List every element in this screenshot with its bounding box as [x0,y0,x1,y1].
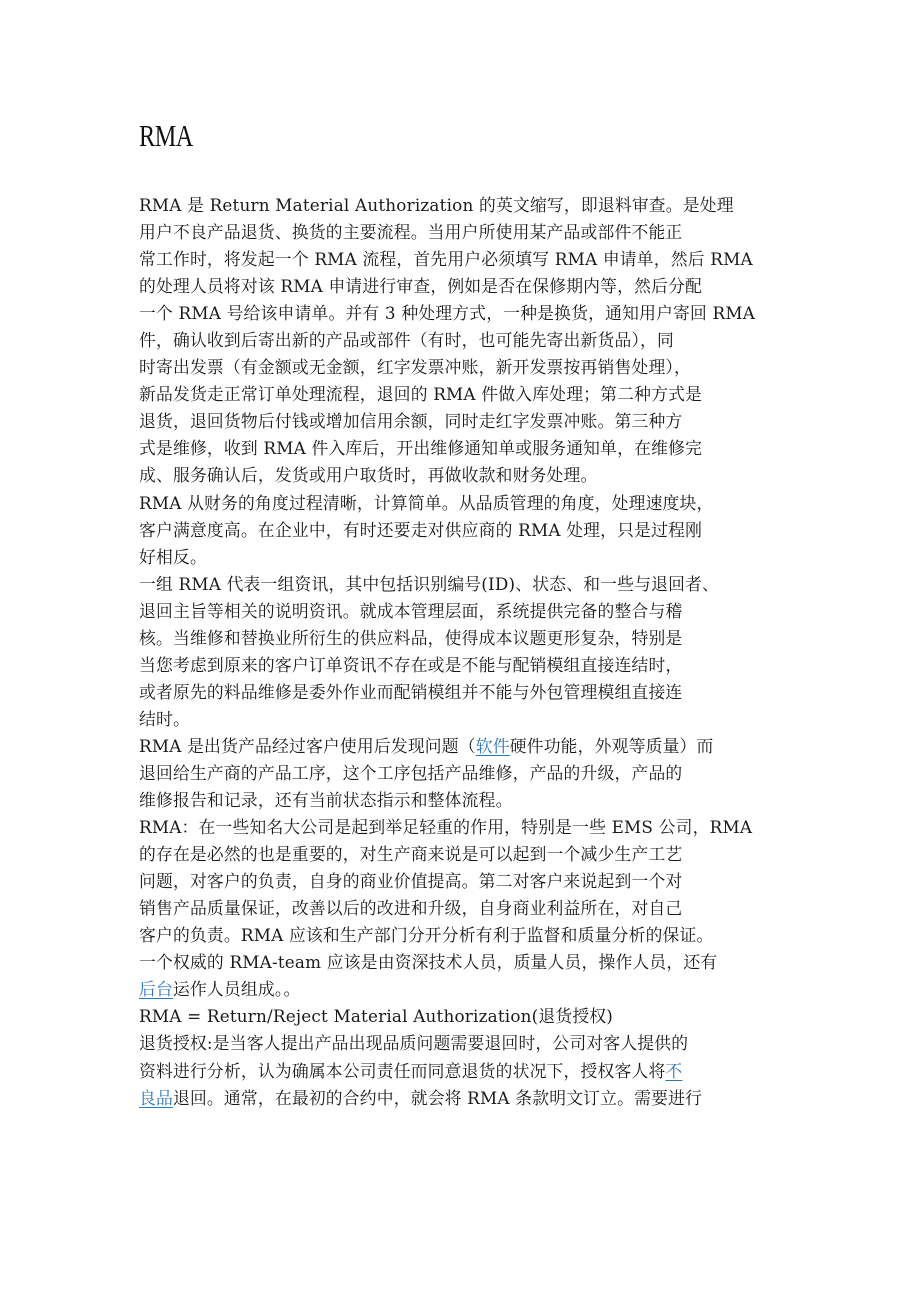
text-line [139,219,799,246]
text-segment: 好相反。 [139,546,207,567]
text-segment: 退货，退回货物后付钱或增加信用余额，同时走红字发票冲账。第三种方 [139,411,683,432]
text-segment: 资料进行分析，认为确属本公司责任而同意退货的状况下，授权客人将 [139,1060,666,1081]
text-line [139,246,799,273]
document-body [139,192,799,1112]
text-line [139,814,799,841]
text-line [139,760,799,787]
text-segment: 常工作时，将发起一个 RMA 流程，首先用户必须填写 RMA 申请单，然后 RMA [139,249,753,270]
text-segment: RMA 是出货产品经过客户使用后发现问题（ [139,735,476,756]
text-segment: RMA 是 Return Material Authorization 的英文缩写，即退料审查。是处理 [139,195,734,215]
text-segment: 一组 RMA 代表一组资讯，其中包括识别编号(ID)、状态、和一些与退回者、 [139,573,720,594]
text-line [139,300,799,327]
text-segment: 运作人员组成。。 [172,979,301,1000]
hyperlink[interactable]: 后台 [139,979,173,1000]
text-line [139,1085,799,1112]
document-title: RMA [139,118,193,153]
text-line [139,922,799,949]
text-line [139,598,799,625]
text-line [139,273,799,300]
text-line [139,381,799,408]
text-line [139,1003,799,1030]
text-line [139,652,799,679]
text-line [139,192,799,219]
text-segment: 当您考虑到原来的客户订单资讯不存在或是不能与配销模组直接连结时， [139,654,683,675]
text-segment: 成、服务确认后，发货或用户取货时，再做收款和财务处理。 [139,465,598,486]
text-line [139,733,799,760]
hyperlink[interactable]: 不 [665,1060,683,1081]
text-line [139,706,799,733]
text-line [139,1058,799,1085]
text-segment: 核。当维修和替换业所衍生的供应料品，使得成本议题更形复杂，特别是 [139,627,683,648]
text-segment: 客户的负责。RMA 应该和生产部门分开分析有利于监督和质量分析的保证。 [139,925,714,946]
text-segment: 的处理人员将对该 RMA 申请进行审查，例如是否在保修期内等，然后分配 [139,276,703,297]
text-segment: RMA 从财务的角度过程清晰，计算简单。从品质管理的角度，处理速度块， [139,492,714,513]
text-line [139,868,799,895]
text-segment: 一个权威的 RMA-team 应该是由资深技术人员，质量人员，操作人员，还有 [139,952,718,973]
text-line [139,679,799,706]
text-line [139,517,799,544]
text-line [139,976,799,1003]
text-line [139,625,799,652]
text-line [139,895,799,922]
text-segment: 销售产品质量保证，改善以后的改进和升级，自身商业利益所在，对自己 [139,898,683,919]
text-segment: 或者原先的料品维修是委外作业而配销模组并不能与外包管理模组直接连 [139,681,683,702]
text-segment: 件，确认收到后寄出新的产品或部件（有时，也可能先寄出新货品），同 [139,330,675,351]
text-segment: 退货授权:是当客人提出产品出现品质问题需要退回时，公司对客人提供的 [139,1033,689,1054]
hyperlink[interactable]: 软件 [475,735,510,756]
text-segment: 退回主旨等相关的说明资讯。就成本管理层面，系统提供完备的整合与稽 [139,600,683,621]
text-segment: RMA：在一些知名大公司是起到举足轻重的作用，特别是一些 EMS 公司，RMA [139,817,753,838]
text-line [139,435,799,462]
text-line [139,544,799,571]
text-segment: 的存在是必然的也是重要的，对生产商来说是可以起到一个减少生产工艺 [139,844,683,865]
text-line [139,787,799,814]
text-segment: RMA = Return/Reject Material Authorization(退货授权) [139,1006,614,1027]
text-segment: 结时。 [139,708,190,729]
text-segment: 硬件功能，外观等质量）而 [509,735,714,756]
text-line [139,490,799,517]
text-segment: 维修报告和记录，还有当前状态指示和整体流程。 [139,790,513,811]
text-line [139,571,799,598]
text-segment: 新品发货走正常订单处理流程，退回的 RMA 件做入库处理；第二种方式是 [139,384,703,405]
hyperlink[interactable]: 良品 [139,1087,173,1108]
text-segment: 式是维修，收到 RMA 件入库后，开出维修通知单或服务通知单，在维修完 [139,438,703,459]
text-segment: 问题，对客户的负责，自身的商业价值提高。第二对客户来说起到一个对 [139,871,683,892]
text-segment: 退回给生产商的产品工序，这个工序包括产品维修，产品的升级，产品的 [139,762,683,783]
text-segment: 用户不良产品退货、换货的主要流程。当用户所使用某产品或部件不能正 [139,222,683,243]
text-line [139,462,799,489]
text-line [139,949,799,976]
text-segment: 客户满意度高。在企业中，有时还要走对供应商的 RMA 处理，只是过程刚 [139,519,703,540]
text-line [139,408,799,435]
text-line [139,354,799,381]
text-segment: 时寄出发票（有金额或无金额，红字发票冲账，新开发票按再销售处理）， [139,357,691,378]
text-segment: 退回。通常，在最初的合约中，就会将 RMA 条款明文订立。需要进行 [172,1087,703,1108]
text-line [139,841,799,868]
text-line [139,1030,799,1057]
text-line [139,327,799,354]
text-segment: 一个 RMA 号给该申请单。并有 3 种处理方式，一种是换货，通知用户寄回 RMA [139,303,756,324]
